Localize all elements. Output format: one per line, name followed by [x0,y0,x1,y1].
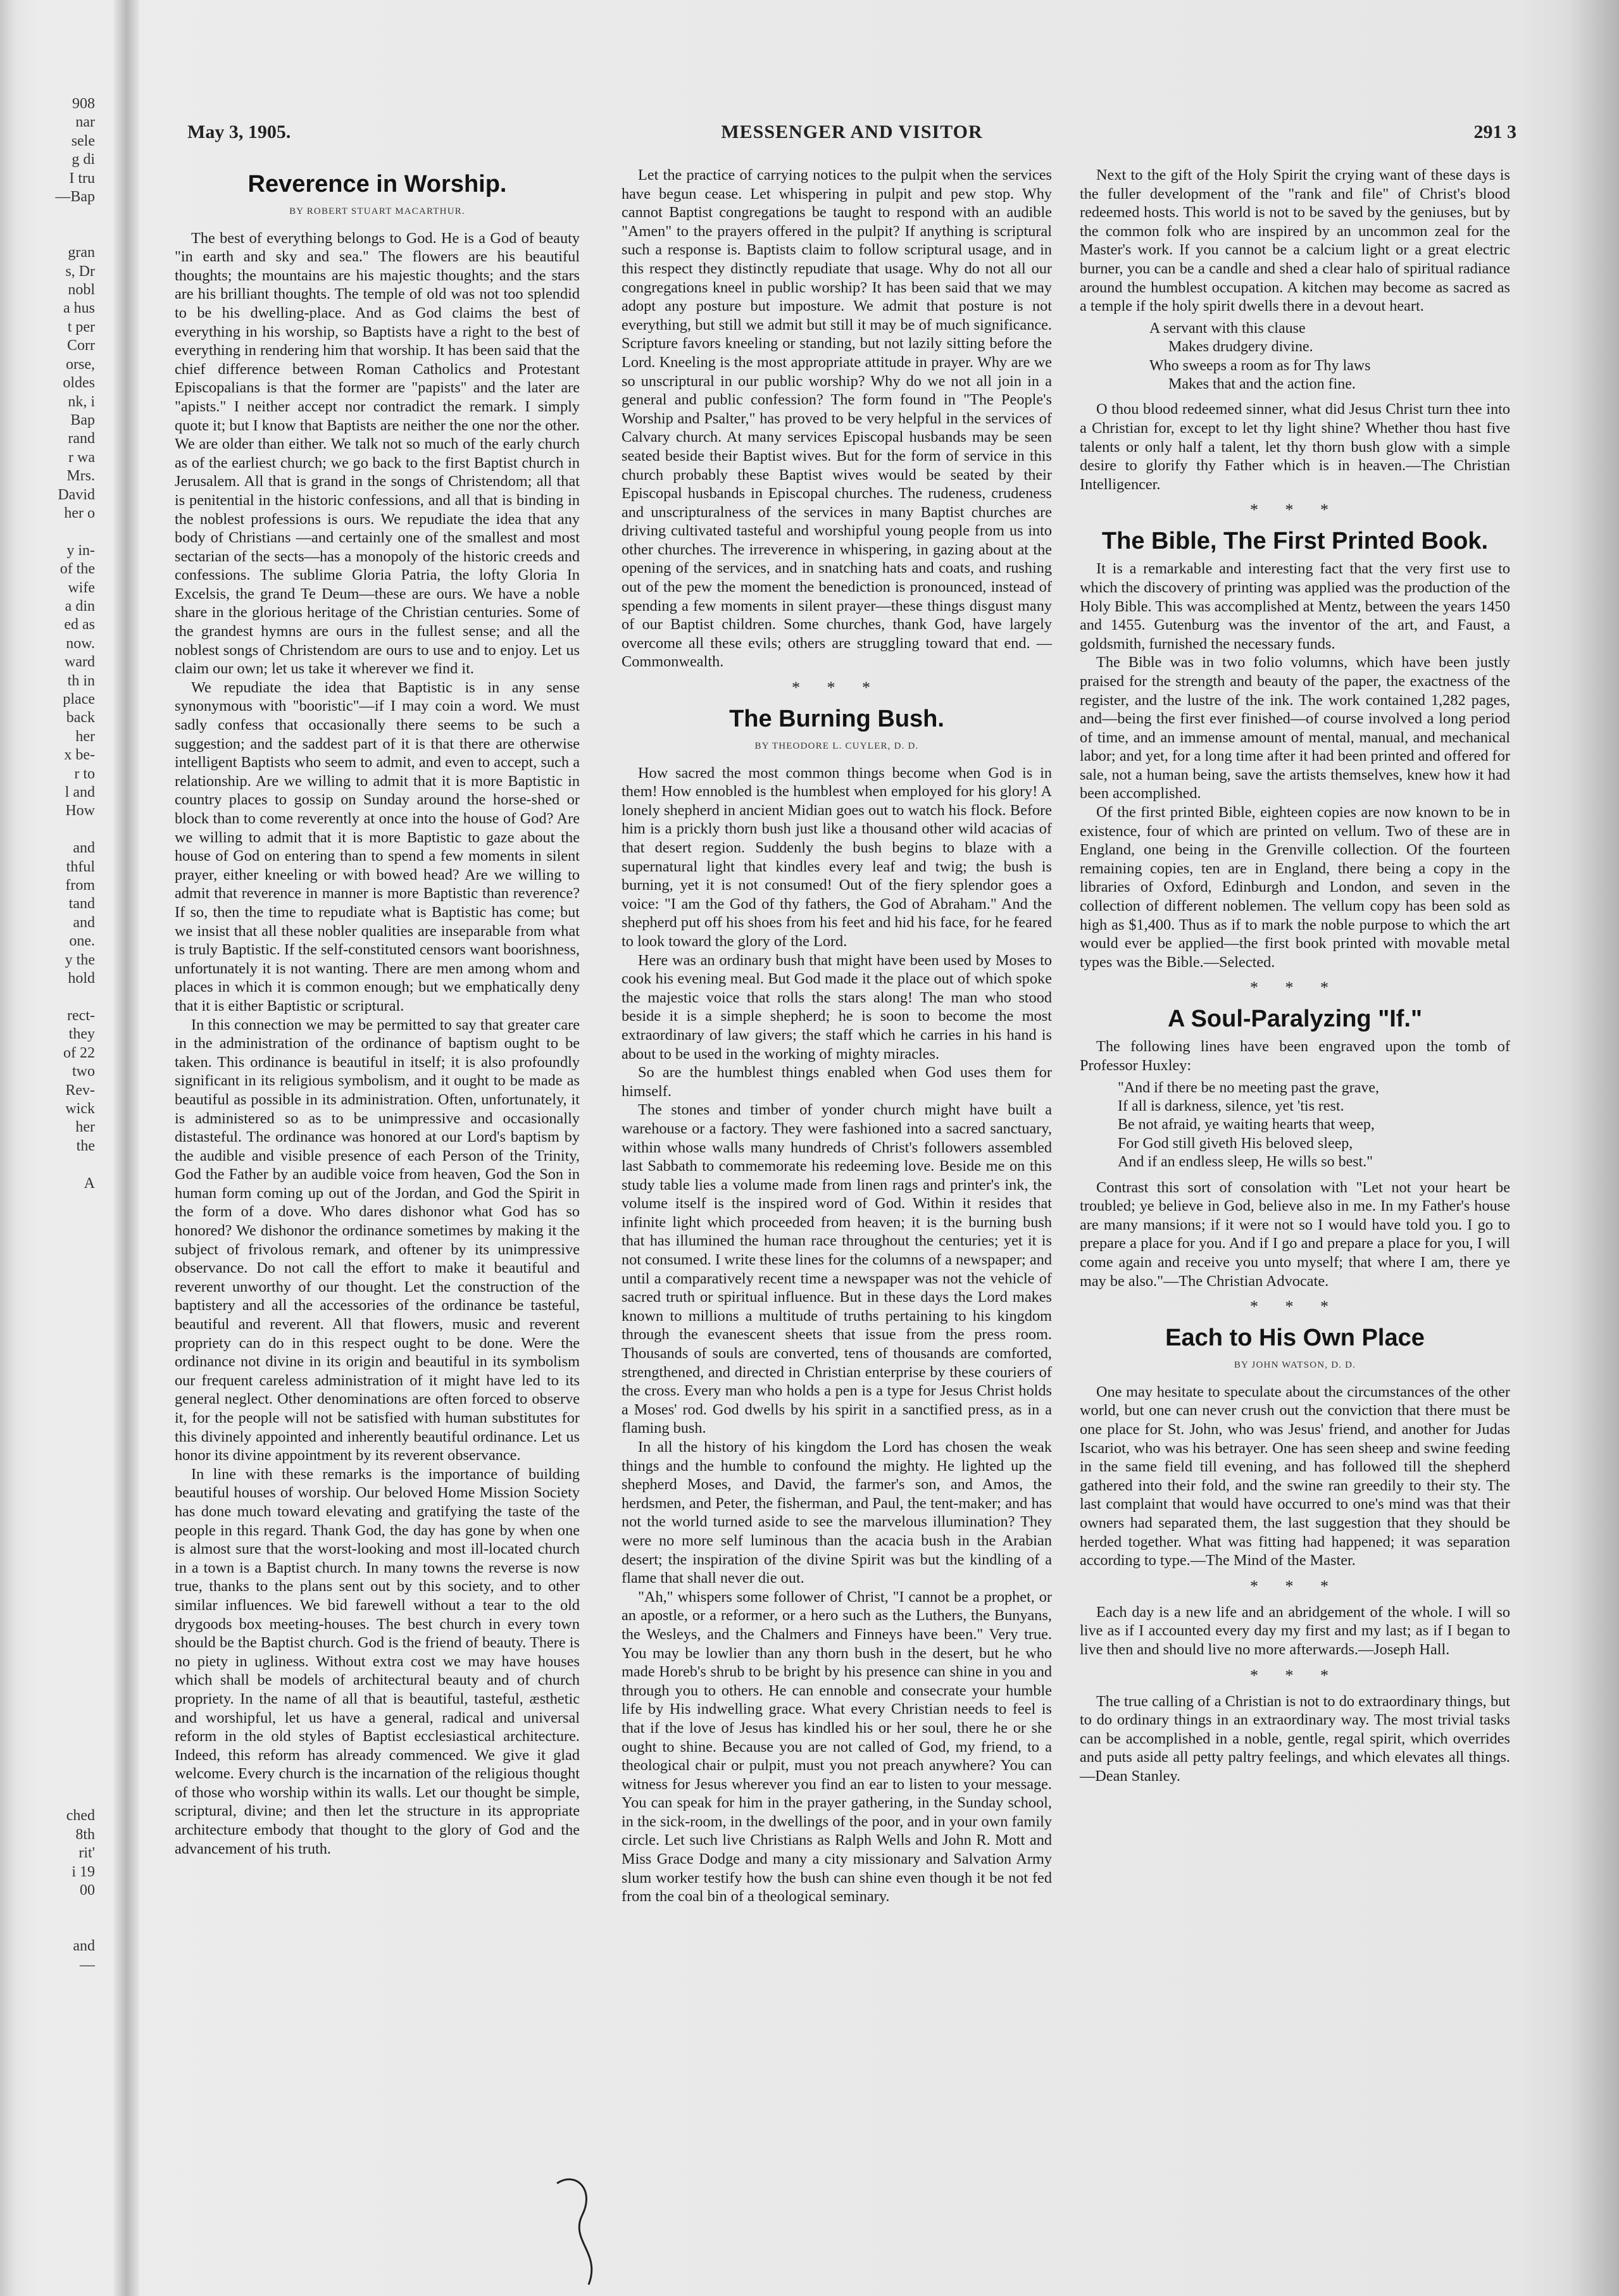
facing-page-word: one. [69,933,95,950]
facing-page-word: Corr [67,337,95,354]
facing-page-word [0,1621,95,1639]
facing-page-word [0,1490,95,1509]
facing-page-word: hold [68,970,95,987]
facing-page-word [0,1304,95,1323]
facing-page-word [0,1435,95,1453]
facing-page-word: her [75,1119,95,1136]
facing-page-word [0,1714,95,1732]
article-paragraph: So are the humblest things enabled when God uses them for himself. [622,1064,1052,1100]
facing-page-word: a hus [63,300,95,317]
facing-page-word: rand [68,430,95,447]
facing-page-word [0,1472,95,1490]
section-divider-stars: * * * [1250,1666,1340,1685]
facing-page-word [0,821,95,839]
article-paragraph: How sacred the most common things become when God is in them! How ennobled is the humblest when employed for his glory! A lonely shepherd in ancient Midian goes out to watch his flock. Before him is a prickly thorn bush just like a thousand other wild acacias of that desert region. Suddenly the bush begins to blaze with a supernatural light that kindles every leaf and twig; the bush is burning, yet it is not consumed! Out of the fiery splendor goes a voice: "I am the God of thy fathers, the God of Abraham." And the shepherd put off his shoes from his feet and hid his face, for he feared to look toward the glory of the Lord. [622,764,1052,950]
facing-page-word: a din [65,597,95,615]
facing-page-word: y in- [66,542,95,559]
facing-page-word [0,523,95,541]
article-paragraph: Next to the gift of the Holy Spirit the crying want of these days is the fuller development of the "rank and file" of Christ's blood redeemed hosts. This world is not to be saved by the geniuses, but by the common folk who are inspired by an uncommon zeal for the Master's work. If you cannot be a calcium light or a great electric burner, you can be a candle and shed a clear halo of spiritual radiance around the humblest occupation. A kitchen may become as sacred as a temple if the holy spirit dwells there in a devout heart. [1080,166,1510,315]
facing-page-word [0,1379,95,1397]
article-title-burning-bush: The Burning Bush. [729,706,944,733]
poem-huxley [1118,1079,1510,1172]
facing-page-word [0,225,95,244]
article-title-soul-paralyzing: A Soul-Paralyzing "If." [1167,1006,1422,1033]
article-paragraph: The following lines have been engraved upon the tomb of Professor Huxley: [1080,1038,1510,1074]
facing-page-word: they [68,1026,95,1043]
page-number: 291 3 [1473,122,1516,142]
facing-page-word: nk, i [68,393,95,410]
poem-line: A servant with this clause [1149,320,1306,337]
facing-page-word: 908 [72,96,95,112]
page-gutter-shadow [114,0,139,2296]
facing-page-word [0,1695,95,1714]
section-divider-stars: * * * [1250,1297,1340,1316]
facing-page-word: her o [64,504,95,521]
facing-page-fragment [0,95,95,2221]
section-divider-stars: * * * [1250,978,1340,997]
facing-page-word [0,206,95,225]
facing-page-word: now. [66,635,95,652]
facing-page-word: y the [65,951,95,968]
article-paragraph: It is a remarkable and interesting fact that the very first use to which the discovery of printing was applied was the production of the Holy Bible. This was accomplished at Mentz, between the years 1450 and 1455. Gutenburg was the inventor of the art, and Faust, a goldsmith, furnished the necessary funds. [1080,560,1510,652]
facing-page-word [0,1361,95,1379]
facing-page-word [0,1268,95,1286]
facing-page-word [0,989,95,1007]
facing-page-word [0,1584,95,1602]
facing-page-word: i 19 [72,1863,95,1880]
facing-page-word: ed as [64,616,95,633]
facing-page-word [0,1509,95,1528]
facing-page-word [0,1919,95,1937]
facing-page-word: Rev- [65,1082,95,1099]
facing-page-word [0,1677,95,1695]
facing-page-word [0,1733,95,1751]
facing-page-word: t per [67,318,95,335]
poem-burning-bush [1149,320,1510,394]
section-divider-stars: * * * [792,678,882,697]
facing-page-word [0,1788,95,1807]
facing-page-word [0,1156,95,1174]
article-byline-burning-bush: BY THEODORE L. CUYLER, D. D. [754,741,919,752]
facing-page-word: How [65,802,95,820]
article-title-each-to-his-own-place: Each to His Own Place [1165,1325,1425,1352]
column-3 [1080,166,1510,1785]
poem-line: If all is darkness, silence, yet 'tis rest. [1118,1098,1344,1114]
article-paragraph: Of the first printed Bible, eighteen copies are now known to be in existence, four of which are printed on vellum. Two of these are in England, one being in the Grenville collection. Of the fourteen remaining copies, ten are in England, there being a copy in the libraries of Oxford, Edinburgh and London, and seven in the collection of different noblemen. The vellum copy has been sold as high as $1,400. Thus as if to mark the noble purpose to which the art would ever be applied—the first book printed with movable metal types was the Bible.—Selected. [1080,804,1510,971]
article-paragraph: Here was an ordinary bush that might have been used by Moses to cook his evening meal. But God made it the place out of which spoke the majestic voice that rolls the stars along! The man who stood beside it is a simple shepherd; he is soon to become the most extraordinary of law givers; the staff which he carries in his hand is about to be used in the working of mighty miracles. [622,951,1052,1063]
facing-page-word [0,1770,95,1788]
facing-page-word [0,1230,95,1249]
facing-page-word: th in [67,672,95,689]
facing-page-word [0,1528,95,1546]
header-date: May 3, 1905. [187,122,291,142]
facing-page-word: 8th [75,1826,95,1843]
article-paragraph: The true calling of a Christian is not to do extraordinary things, but to do ordinary things in an extraordinary way. The most trivial tasks can be accomplished in a noble, gentle, regal spirit, which overrides and puts aside all petty paltry feelings, and which elevates all things.—Dean Stanley. [1080,1692,1510,1785]
facing-page-word: back [66,709,95,727]
poem-line: Makes that and the action fine. [1168,375,1356,392]
facing-page-word: Mrs. [66,468,95,485]
facing-page-word: ward [65,654,95,671]
article-paragraph: The best of everything belongs to God. He is a God of beauty "in earth and sky and sea." The flowers are his beautiful thoughts; the mountains are his majestic thoughts; and the stars are his brilliant thoughts. The temple of old was not too splendid to be his dwelling-place. And as God claims the best of everything in his worship, so Baptists have a right to the best of everything in rendering him that worship. It has been said that the chief difference between Roman Catholics and Protestant Episcopalians is that the former are "papists" and the later are "apists." I neither accept nor contradict the remark. I simply quote it; but I know that Baptists are neither the one nor the other. We are older than either. We talk not so much of the early church as of the earliest church; we go back to the first Baptist church in Jerusalem. All that is grand in the songs of Christendom; all that is penitential in the historic confessions, and all that is binding in the noblest professions is ours. We repudiate the idea that any body of Christians —and certainly one of the smallest and most sectarian of the sects—has a monopoly of the historic creeds and confessions. The sublime Gloria Patria, the lofty Gloria In Excelsis, the grand Te Deum—these are ours. We have a noble share in the glorious heritage of the Christian centuries. Some of the grandest hymns are ours in the fullest sense; and all the noblest songs of Christendom are ours to use and to enjoy. Let us claim our own; let us take it wherever we find it. [175,229,580,678]
article-paragraph: Let the practice of carrying notices to the pulpit when the services have begun cease. Let whispering in pulpit and pew stop. Why cannot Baptist congregations be taught to respond with an audible "Amen" to the prayers offered in the pulpit? If anything is scriptural such a response is. Baptists claim to follow scriptural usage, and in this respect they distinctly repudiate that usage. Why do not all our congregations kneel in public worship? It has been said that we may adopt any posture but imposture. We admit that posture is not everything, but still we admit but still it may be of much significance. Scripture favors kneeling or standing, but not lazily sitting before the Lord. Kneeling is the most appropriate attitude in prayer. Why are we so unscriptural in our public worship? Why do we not all join in a general and public confession? The form found in "The People's Worship and Psalter," has proved to be very helpful in the services of Calvary church. At many services Episcopal husbands may be seen seated beside their Baptist wives. But for the form of service in this church probably these Baptist wives would be seated by their Episcopal husbands in Episcopal churches. The rudeness, crudeness and unscripturalness of the services in many Baptist churches are driving cultivated tasteful and worshipful young people from us into other churches. The irreverence in whispering, in gazing about at the opening of the services, and in snatching hats and coats, and rushing out of the pew the moment the benediction is pronounced, instead of spending a few moments in silent prayer—these things disgust many of our Baptist children. Some churches, thank God, have largely overcome all these evils; others are struggling toward that end. —Commonwealth. [622,166,1052,671]
facing-page-word [0,1193,95,1211]
facing-page-word: place [63,691,95,708]
facing-page-word: ched [66,1807,95,1825]
facing-page-word: A [84,1175,95,1192]
article-paragraph: "Ah," whispers some follower of Christ, "I cannot be a prophet, or an apostle, or a reformer, or a hero such as the Luthers, the Bunyans, the Wesleys, and the Chalmers and Finneys have been." Very true. You may be lowlier than any thorn bush in the desert, but he who made Horeb's shrub to be bright by his presence can shine in you and through you to others. He can ennoble and consecrate your humble life by His indwelling grace. What every Christian needs to feel is that if the love of Jesus has kindled his or her soul, there he or she ought to shine. Because you are not called of God, my friend, to a theological chair or pulpit, must you not preach anywhere? You can witness for Jesus wherever you find an ear to listen to your message. You can speak for him in the prayer gathering, in the Sunday school, in the sick-room, in the dwellings of the poor, and in your own family circle. Let such live Christians as Ralph Wells and John R. Mott and Miss Grace Dodge and many a city missionary and Salvation Army slum worker testify how the bush can shine even though it be not fed from the coal bin of a theological seminary. [622,1588,1052,1906]
page-header [187,122,1516,151]
facing-page-word [0,1286,95,1304]
section-divider-stars: * * * [1250,501,1340,520]
facing-page-word [0,1547,95,1565]
article-paragraph: We repudiate the idea that Baptistic is in any sense synonymous with "booristic"—if I may coin a word. We must sadly confess that occasionally there seems to be such a suggestion; and the saddest part of it is that there are otherwise intelligent Baptists who seem to admit, and even to accept, such a relationship. Are we willing to admit that it is more Baptistic in country places to gossip on Sunday around the horse-shed or block than to come reverently at once into the house of God? Are we willing to admit that it is more Baptistic to gaze about the house of God on entering than to spend a few moments in silent prayer, either kneeling or with bowed head? Are we willing to admit that reverence in manner is more Baptistic than reverence? If so, then the time to repudiate what is Baptistic has come; but we insist that all these nobler qualities are inseparable from what is truly Baptistic. If the self-constituted censors want boorishness, unfortunately it is not wanting. There are men among whom and places in which it is common enough; but we emphatically deny that it is either Baptistic or scriptural. [175,678,580,1014]
article-byline-reverence: BY ROBERT STUART MACARTHUR. [289,206,465,216]
article-title-bible: The Bible, The First Printed Book. [1101,528,1489,555]
article-paragraph: In this connection we may be permitted to say that greater care in the administration of the ordinance of baptism ought to be taken. This ordinance is beautiful in itself; it is also profoundly significant in its religious symbolism, and it ought to be made as beautiful as possible in its administration. Often, unfortunately, it is administered so as to be unimpressive and occasionally distasteful. The ordinance was honored at our Lord's baptism by the audible and visible presence of each Person of the Trinity, God the Father by an audible voice from heaven, God the Son in human form coming up out of the Jordan, and God the Spirit in the form of a dove. Who dares dishonor what God has so honored? We dishonor the ordinance sometimes by making it the subject of frivolous remark, and oftener by its unimpressive observance. Do not call the effort to make it beautiful and reverent unworthy of our thought. Let the construction of the baptistery and all the accessories of the ordinance be tasteful, beautiful and reverent. All that flowers, music and reverent propriety can do in this respect ought to be done. Were the ordinance not divine in its origin and beautiful in its symbolism our frequent careless administration of it might have led to its general neglect. Other denominations are often forced to observe it, for the people will not be satisfied with human substitutes for this divinely appointed and inherently beautiful ordinance. Let us honor its divine appointment by its reverent observance. [175,1016,580,1464]
facing-page-word [0,1658,95,1676]
facing-page-word: rit' [78,1845,95,1862]
masthead-title: MESSENGER AND VISITOR [721,122,983,142]
facing-page-word: r to [74,765,95,782]
article-byline-each: BY JOHN WATSON, D. D. [1234,1360,1356,1371]
poem-line: And if an endless sleep, He wills so best." [1118,1154,1373,1171]
column-1 [175,166,580,1858]
facing-page-word [0,1640,95,1658]
facing-page-word: x be- [64,747,95,764]
article-paragraph: The Bible was in two folio volumns, which have been justly praised for the strength and beauty of the paper, the exactness of the register, and the lustre of the ink. The work contained 1,282 pages, and—being the first ever finished—of course involved a long period of time, and an immense amount of mental, manual, and mechanical labor; and yet, for a long time after it had been printed and offered for sale, not a human being, save the artists themselves, knew how it had been accomplished. [1080,654,1510,802]
facing-page-word [0,1397,95,1416]
facing-page-word: tand [68,895,95,913]
facing-page-word [0,1342,95,1360]
facing-page-word [0,1900,95,1918]
poem-line: Who sweeps a room as for Thy laws [1149,357,1371,374]
facing-page-word [0,1602,95,1621]
facing-page-word: and [73,840,95,857]
facing-page-word: David [58,486,95,503]
article-paragraph: One may hesitate to speculate about the circumstances of the other world, but one can never crush out the conviction that there must be one place for St. John, who was Jesus' friend, and another for Judas Iscariot, who was his betrayer. One has seen sheep and swine feeding in the same field till evening, and has followed till the shepherd gathered into their fold, and the swine ran greedily to their sty. The last complaint that would have occurred to one's mind was that their owners had separated them, the last suggestion that they should be herded together. What was fitting had happened; it was separation according to type.—The Mind of the Master. [1080,1383,1510,1569]
facing-page-word: — [80,1956,95,1973]
article-title-reverence: Reverence in Worship. [247,171,507,197]
facing-page-word: her [75,728,95,745]
article-paragraph: The stones and timber of yonder church might have built a warehouse or a factory. They were fashioned into a sacred sanctuary, within whose walls many hundreds of Christ's followers assembled last Sabbath to commemorate his redeeming love. Beside me on this study table lies a volume made from linen rags and printer's ink, the volume itself is the inspired word of God. Within it resides that infinite light which proceeded from heaven; it is the burning bush that has illumined the human race throughout the centuries; yet it is not consumed. I write these lines for the columns of a newspaper; and until a comparatively recent time a newspaper was not the vehicle of sacred truth or spiritual influence. But in these days the Lord makes known to millions a multitude of truths pertaining to his kingdom through the evanescent sheets that issue from the press room. Thousands of souls are converted, tens of thousands are comforted, strengthened, and directed in Christian enterprise by these couriers of the cross. Every man who holds a pen is a type for Jesus Christ holds a Moses' rod. God dwells by his spirit in a sanctified press, as in a flaming bush. [622,1101,1052,1437]
facing-page-word: 00 [80,1882,95,1899]
article-paragraph: Contrast this sort of consolation with "Let not your heart be troubled; ye believe in God, believe also in me. In my Father's house are many mansions; if it were not so I would have told you. I go to prepare a place for you. And if I go and prepare a place for you, I will come again and receive you unto myself; that where I am, there ye may be also."—The Christian Advocate. [1080,1178,1510,1290]
facing-page-word: and [73,914,95,931]
article-paragraph: O thou blood redeemed sinner, what did Jesus Christ turn thee into a Christian for, except to let thy light shine? Whether thou hast five talents or only half a talent, let thy thorn bush glow with a simple desire to glorify thy Father which is in heaven.—The Christian Intelligencer. [1080,401,1510,493]
facing-page-word: s, Dr [65,263,95,280]
article-paragraph: In all the history of his kingdom the Lord has chosen the weak things and the humble to confound the mighty. He lighted up the shepherd Moses, and David, the farmer's son, and Amos, the herdsmen, and Peter, the fisherman, and Paul, the tent-maker; and has not the world turned aside to see the marvelous illumination? They were no more self luminous than the acacia bush in the Arabian desert; the inspiration of the divine Spirit was but the kindling of a flame that shall never die out. [622,1438,1052,1587]
column-2 [622,166,1052,1906]
facing-page-word [0,1416,95,1435]
facing-page-word [0,1249,95,1267]
facing-page-word: oldes [63,375,95,392]
facing-page-word: r wa [68,449,95,466]
facing-page-word [0,1454,95,1472]
poem-line: Be not afraid, ye waiting hearts that weep, [1118,1116,1375,1133]
facing-page-word: —Bap [55,189,95,206]
facing-page-word: I tru [69,170,95,187]
facing-page-word [0,1751,95,1769]
facing-page-word: rect- [67,1007,95,1024]
facing-page-word: thful [66,858,95,875]
poem-line: Makes drudgery divine. [1168,339,1313,356]
facing-page-word: from [65,877,95,894]
article-paragraph: In line with these remarks is the importance of building beautiful houses of worship. Our beloved Home Mission Society has done much toward elevating and gratifying the taste of the people in this regard. Thank God, the day has gone by when one is almost sure that the worst-looking and most ill-located church in a town is a Baptist church. In many towns the reverse is now true, thanks to the plans sent out by this society, and to other similar influences. We bid farewell without a tear to the old drygoods box meeting-houses. The best church in every town should be the Baptist church. God is the friend of beauty. There is no piety in ugliness. Without extra cost we may have houses which shall be models of architectural beauty and of church propriety. In the name of all that is beautiful, tasteful, æsthetic and worshipful, let us have a general, radical and universal reform in the old styles of Baptist ecclesiastical architecture. Indeed, this reform has already commenced. We give it glad welcome. Every church is the incarnation of the religious thought of those who worship within its walls. Let our thought be simple, scriptural, divine; and then let the structure in its appropriate architecture embody that thought to the glory of God and the advancement of his truth. [175,1465,580,1857]
facing-page-word: g di [72,151,95,168]
page-edge-shadow [1568,0,1619,2296]
facing-page-word [0,1211,95,1230]
facing-page-word: of the [59,561,95,578]
ink-flourish-mark [544,2164,620,2291]
facing-page-word: l and [65,784,95,801]
facing-page-word: gran [68,244,95,261]
facing-page-word: of 22 [63,1044,95,1061]
facing-page-word: the [76,1137,95,1154]
facing-page-word: wick [65,1100,95,1117]
facing-page-word: Bap [70,411,95,428]
facing-page-word: orse, [66,356,95,373]
article-paragraph: Each day is a new life and an abridgement of the whole. I will so live as if I accounted every day my first and my last; as if I began to live then and should live no more afterwards.—Joseph Hall. [1080,1603,1510,1658]
poem-line: For God still giveth His beloved sleep, [1118,1135,1353,1152]
facing-page-word [0,1323,95,1342]
facing-page-word: nar [75,114,95,131]
poem-line: "And if there be no meeting past the grave, [1118,1079,1379,1096]
facing-page-word: and [73,1938,95,1955]
facing-page-word: wife [68,579,95,596]
facing-page-word: sele [71,132,95,149]
facing-page-word: two [72,1063,95,1080]
section-divider-stars: * * * [1250,1576,1340,1595]
facing-page-word: nobl [68,282,95,299]
facing-page-word [0,1565,95,1583]
